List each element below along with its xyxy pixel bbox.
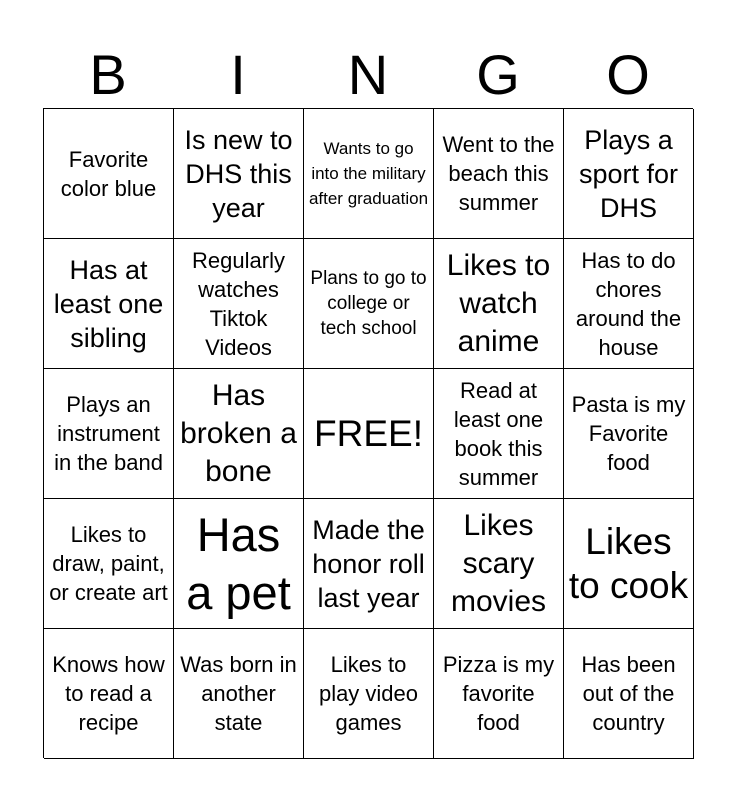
bingo-cell[interactable] [304, 629, 434, 759]
bingo-cell[interactable] [174, 629, 304, 759]
cell-text: Likes to play video games [318, 652, 419, 735]
cell-text: Likes scary movies [450, 508, 547, 618]
bingo-cell[interactable] [434, 239, 564, 369]
bingo-cell[interactable] [44, 109, 174, 239]
header-letter-g: G [476, 43, 520, 106]
cell-text: Regularly watches Tiktok Videos [192, 247, 285, 360]
cell-text: Went to the beach this summer [442, 132, 555, 215]
cell-text: Read at least one book this summer [453, 377, 544, 490]
cell-text: Has broken a bone [180, 378, 297, 488]
bingo-cell[interactable] [564, 499, 694, 629]
cell-text: Has been out of the country [581, 652, 676, 735]
cell-text: Has to do chores around the house [575, 247, 682, 360]
cell-text: Plans to go to college or tech school [310, 268, 427, 339]
cell-text: Wants to go into the military after graduation [308, 139, 429, 208]
free-space[interactable] [304, 369, 434, 499]
cell-text: Pasta is my Favorite food [571, 392, 686, 475]
bingo-header [43, 42, 693, 108]
bingo-cell[interactable] [174, 239, 304, 369]
cell-text: Likes to cook [568, 520, 689, 606]
bingo-card [43, 108, 693, 758]
cell-text: Knows how to read a recipe [52, 652, 165, 735]
bingo-cell[interactable] [174, 499, 304, 629]
cell-text: Likes to draw, paint, or create art [49, 522, 168, 605]
cell-text: Made the honor roll last year [312, 514, 425, 613]
bingo-cell[interactable] [304, 499, 434, 629]
bingo-cell[interactable] [174, 369, 304, 499]
cell-text: Has at least one sibling [53, 254, 164, 353]
header-letter-i: I [230, 43, 246, 106]
bingo-cell[interactable] [304, 109, 434, 239]
bingo-cell[interactable] [44, 499, 174, 629]
bingo-cell[interactable] [304, 239, 434, 369]
bingo-cell[interactable] [434, 369, 564, 499]
bingo-cell[interactable] [434, 499, 564, 629]
cell-text: Plays an instrument in the band [54, 392, 163, 475]
bingo-cell[interactable] [434, 109, 564, 239]
cell-text: Was born in another state [180, 652, 297, 735]
cell-text: Pizza is my favorite food [442, 652, 555, 735]
bingo-cell[interactable] [44, 369, 174, 499]
header-letter-n: N [347, 43, 389, 106]
cell-text: Plays a sport for DHS [578, 124, 679, 223]
cell-text: FREE! [314, 412, 423, 454]
header-letter-b: B [89, 43, 127, 106]
bingo-cell[interactable] [44, 239, 174, 369]
bingo-cell[interactable] [564, 239, 694, 369]
bingo-cell[interactable] [434, 629, 564, 759]
cell-text: Has a pet [186, 507, 291, 619]
cell-text: Favorite color blue [60, 146, 157, 201]
cell-text: Likes to watch anime [446, 248, 551, 358]
header-letter-o: O [606, 43, 650, 106]
bingo-cell[interactable] [564, 629, 694, 759]
bingo-cell[interactable] [44, 629, 174, 759]
cell-text: Is new to DHS this year [184, 124, 293, 223]
bingo-cell[interactable] [174, 109, 304, 239]
bingo-cell[interactable] [564, 369, 694, 499]
bingo-cell[interactable] [564, 109, 694, 239]
